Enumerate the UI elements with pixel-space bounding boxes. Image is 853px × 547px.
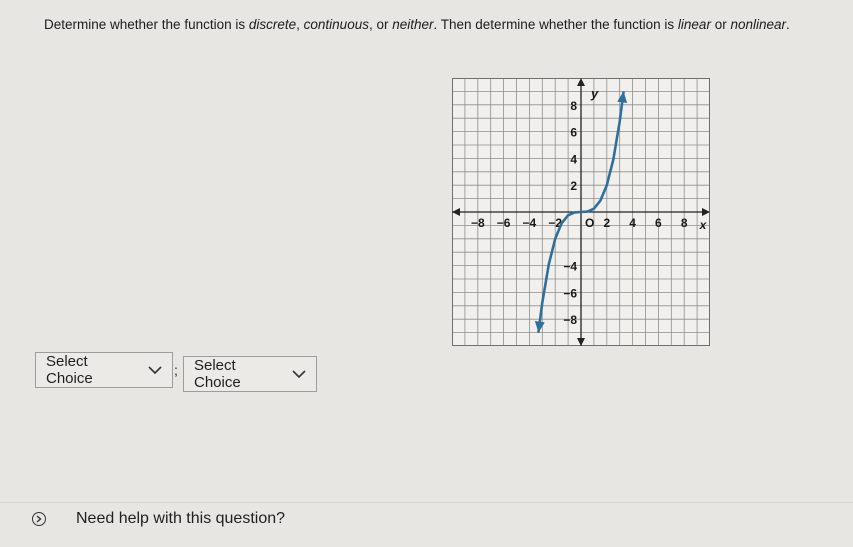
x-tick-label: −2	[548, 216, 563, 230]
prompt-sep: ,	[296, 17, 304, 32]
term-discrete: discrete	[248, 17, 297, 32]
prompt-sep: .	[786, 17, 790, 32]
x-axis-label: x	[699, 218, 707, 232]
prompt-sep: or	[710, 17, 731, 32]
chevron-down-icon	[148, 366, 162, 375]
y-tick-label: 4	[570, 152, 577, 167]
y-tick-label: −8	[563, 313, 577, 328]
prompt-text: Determine whether the function is	[44, 17, 249, 32]
origin-label: O	[585, 216, 595, 230]
chevron-right-circle-icon	[32, 512, 46, 526]
help-toggle[interactable]	[32, 510, 285, 528]
x-tick-label: −6	[496, 216, 511, 230]
term-continuous: continuous	[303, 17, 369, 32]
term-linear: linear	[677, 17, 711, 32]
term-neither: neither	[392, 17, 434, 32]
y-tick-label: −4	[563, 259, 577, 274]
y-tick-label: 2	[570, 179, 577, 194]
x-tick-label: −8	[470, 216, 485, 230]
function-graph	[452, 78, 710, 346]
prompt-text: . Then determine whether the function is	[433, 17, 678, 32]
question-prompt	[44, 16, 853, 34]
y-tick-label: 6	[570, 125, 577, 140]
y-tick-label: 8	[570, 98, 577, 113]
x-tick-label: 6	[655, 216, 662, 230]
continuity-select[interactable]	[35, 352, 173, 388]
y-tick-label: −6	[563, 286, 577, 301]
linearity-select[interactable]	[183, 356, 317, 392]
separator-text: ;	[174, 362, 178, 378]
continuity-select-label: Select Choice	[46, 353, 93, 387]
x-tick-label: 8	[680, 216, 688, 230]
linearity-select-label: Select Choice	[194, 357, 241, 391]
y-axis-label: y	[591, 86, 599, 101]
term-nonlinear: nonlinear	[730, 17, 787, 32]
help-link-label: Need help with this question?	[76, 510, 286, 527]
divider	[0, 502, 853, 503]
x-tick-label: 4	[629, 216, 636, 230]
x-tick-label: −4	[522, 216, 537, 230]
prompt-sep: , or	[368, 17, 393, 32]
x-tick-label: 2	[603, 216, 611, 230]
chevron-down-icon	[292, 370, 306, 379]
